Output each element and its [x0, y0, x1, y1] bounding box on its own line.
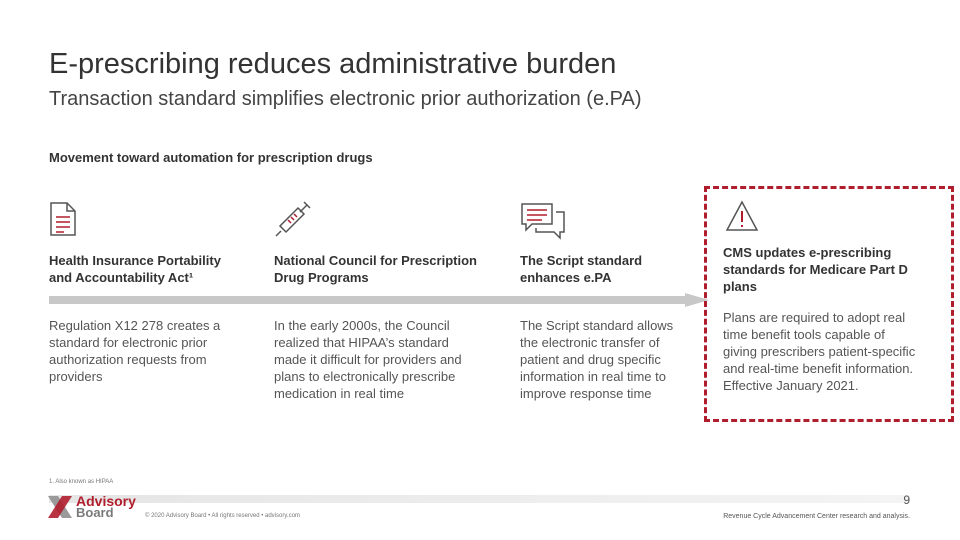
syringe-icon — [274, 200, 312, 238]
timeline-column-script — [520, 252, 690, 402]
document-icon — [49, 201, 77, 237]
timeline-column-cms — [723, 244, 918, 394]
logo-mark-icon — [48, 494, 74, 520]
column-body: The Script standard allows the electronic transfer of patient and drug specific information in real time to improve response time — [520, 318, 674, 401]
footnote: 1. Also known as HIPAA — [49, 479, 114, 485]
copyright: © 2020 Advisory Board • All rights reserved • advisory.com — [145, 513, 300, 519]
column-body: In the early 2000s, the Council realized that HIPAA’s standard made it difficult for providers and plans to electronically prescribe medication in real time — [274, 318, 462, 401]
page-subtitle: Transaction standard simplifies electronic prior authorization (e.PA) — [49, 88, 642, 110]
page-title: E-prescribing reduces administrative burden — [49, 48, 617, 80]
column-body: Regulation X12 278 creates a standard for electronic prior authorization requests from providers — [49, 318, 221, 384]
timeline-column-ncpdp — [274, 252, 484, 402]
section-label: Movement toward automation for prescription drugs — [49, 150, 373, 165]
column-heading: National Council for Prescription Drug Programs — [274, 253, 477, 285]
column-heading: The Script standard enhances e.PA — [520, 253, 643, 285]
logo-text-advisory: Advisory — [76, 493, 136, 509]
footer-bar — [49, 495, 910, 503]
page-number: 9 — [903, 493, 910, 507]
column-heading: Health Insurance Portability and Accountability Act¹ — [49, 253, 221, 285]
logo-text-board: Board — [76, 505, 114, 520]
source-note: Revenue Cycle Advancement Center research and analysis. — [723, 513, 910, 520]
warning-icon — [725, 200, 759, 232]
column-body: Plans are required to adopt real time benefit tools capable of giving prescribers patient-specific and real-time benefit information. Effective January 2021. — [723, 310, 916, 393]
timeline-column-hipaa — [49, 252, 244, 385]
chat-bubbles-icon — [520, 202, 566, 240]
advisory-board-logo — [48, 494, 138, 520]
column-heading: CMS updates e-prescribing standards for Medicare Part D plans — [723, 245, 908, 294]
